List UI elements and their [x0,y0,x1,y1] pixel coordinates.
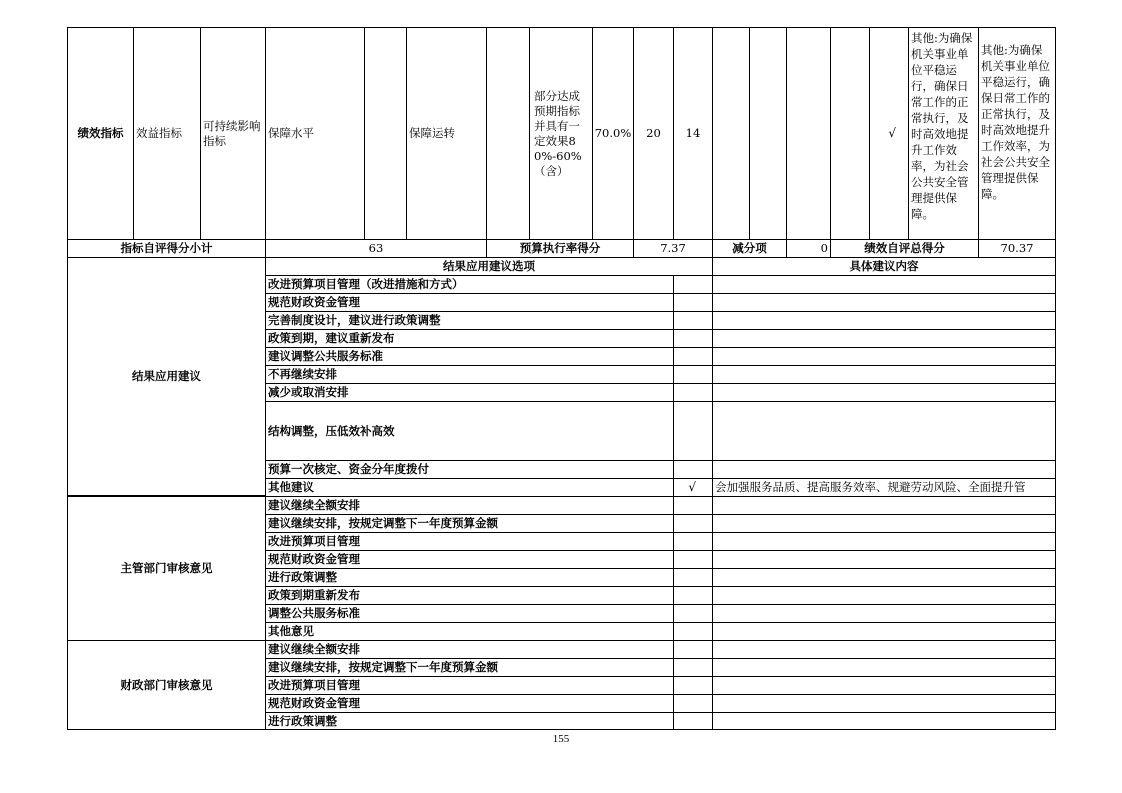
total-score-label: 绩效自评总得分 [830,239,979,258]
total-score-value: 70.37 [978,239,1056,258]
empty-cell [712,27,750,240]
dept-detail-6 [712,586,1056,605]
indicator-content: 保障运转 [406,27,487,240]
deduction-value: 0 [786,239,831,258]
dept-option-5: 进行政策调整 [265,568,674,587]
reason-cell-1: 其他:为确保机关事业单位平稳运行，确保日常工作的正常执行，及时高效地提升工作效率，为社会公共安全管理提供保障。 [908,27,979,240]
result-check-9 [673,460,713,479]
budget-score-value: 7.37 [633,239,713,258]
finance-detail-3 [712,676,1056,695]
result-option-8: 结构调整，压低效补高效 [265,401,674,461]
result-option-3: 完善制度设计，建议进行政策调整 [265,311,674,330]
dept-detail-2 [712,514,1056,533]
result-option-10: 其他建议 [265,478,674,497]
finance-check-5 [673,712,713,730]
page-number: 155 [552,733,570,745]
result-detail-3 [712,311,1056,330]
dept-detail-7 [712,604,1056,623]
finance-option-1: 建议继续全额安排 [265,640,674,659]
reason-cell-2: 其他:为确保机关事业单位平稳运行，确保日常工作的正常执行，及时高效地提升工作效率，为社会公共安全管理提供保障。 [978,27,1056,240]
result-check-7 [673,383,713,402]
dept-check-7 [673,604,713,623]
empty-cell [786,27,831,240]
dept-check-8 [673,622,713,641]
dept-option-3: 改进预算项目管理 [265,532,674,551]
dept-option-4: 规范财政资金管理 [265,550,674,569]
finance-option-2: 建议继续安排，按规定调整下一年度预算金额 [265,658,674,677]
result-check-4 [673,329,713,348]
result-option-1: 改进预算项目管理（改进措施和方式） [265,275,674,294]
result-detail-5 [712,347,1056,366]
empty-cell [364,27,407,240]
dept-option-1: 建议继续全额安排 [265,496,674,515]
dept-option-6: 政策到期重新发布 [265,586,674,605]
result-option-4: 政策到期，建议重新发布 [265,329,674,348]
finance-review-title: 财政部门审核意见 [67,640,266,730]
empty-cell [830,27,870,240]
indicator-level3: 可持续影响指标 [200,27,266,240]
finance-check-2 [673,658,713,677]
dept-detail-4 [712,550,1056,569]
dept-check-6 [673,586,713,605]
indicator-name: 保障水平 [265,27,365,240]
result-check-2 [673,293,713,312]
indicator-score: 14 [673,27,713,240]
subtotal-label: 指标自评得分小计 [67,239,266,258]
dept-review-title: 主管部门审核意见 [67,496,266,641]
dept-check-5 [673,568,713,587]
result-detail-6 [712,365,1056,384]
finance-option-5: 进行政策调整 [265,712,674,730]
result-check-1 [673,275,713,294]
result-detail-8 [712,401,1056,461]
empty-cell [486,27,530,240]
completion-rate: 70.0% [592,27,634,240]
dept-detail-1 [712,496,1056,515]
indicator-level2: 效益指标 [133,27,201,240]
dept-check-1 [673,496,713,515]
result-detail-2 [712,293,1056,312]
dept-check-4 [673,550,713,569]
result-section-title: 结果应用建议 [67,257,266,496]
subtotal-value: 63 [265,239,487,258]
finance-detail-1 [712,640,1056,659]
result-check-6 [673,365,713,384]
dept-check-3 [673,532,713,551]
finance-check-4 [673,694,713,713]
result-option-6: 不再继续安排 [265,365,674,384]
finance-detail-4 [712,694,1056,713]
dept-detail-8 [712,622,1056,641]
indicator-standard: 部分达成预期指标并具有一定效果80%-60%（含） [529,27,593,240]
finance-option-3: 改进预算项目管理 [265,676,674,695]
empty-cell [749,27,787,240]
finance-detail-2 [712,658,1056,677]
finance-detail-5 [712,712,1056,730]
result-check-8 [673,401,713,461]
dept-option-7: 调整公共服务标准 [265,604,674,623]
deduction-label: 减分项 [712,239,787,258]
result-option-7: 减少或取消安排 [265,383,674,402]
result-detail-9 [712,460,1056,479]
result-option-9: 预算一次核定、资金分年度拨付 [265,460,674,479]
indicator-level1: 绩效指标 [67,27,134,240]
dept-detail-5 [712,568,1056,587]
detail-header: 具体建议内容 [712,257,1056,276]
finance-check-1 [673,640,713,659]
dept-option-2: 建议继续安排，按规定调整下一年度预算金额 [265,514,674,533]
result-option-2: 规范财政资金管理 [265,293,674,312]
dept-check-2 [673,514,713,533]
dept-detail-3 [712,532,1056,551]
options-header: 结果应用建议选项 [265,257,713,276]
result-detail-7 [712,383,1056,402]
dept-option-8: 其他意见 [265,622,674,641]
result-detail-1 [712,275,1056,294]
result-check-10: √ [673,478,713,497]
budget-score-label: 预算执行率得分 [486,239,634,258]
finance-option-4: 规范财政资金管理 [265,694,674,713]
indicator-weight: 20 [633,27,674,240]
result-check-3 [673,311,713,330]
result-option-5: 建议调整公共服务标准 [265,347,674,366]
result-detail-4 [712,329,1056,348]
indicator-check-mark: √ [869,27,909,240]
result-check-5 [673,347,713,366]
finance-check-3 [673,676,713,695]
result-detail-10: 会加强服务品质、提高服务效率、规避劳动风险、全面提升管 [712,478,1056,497]
